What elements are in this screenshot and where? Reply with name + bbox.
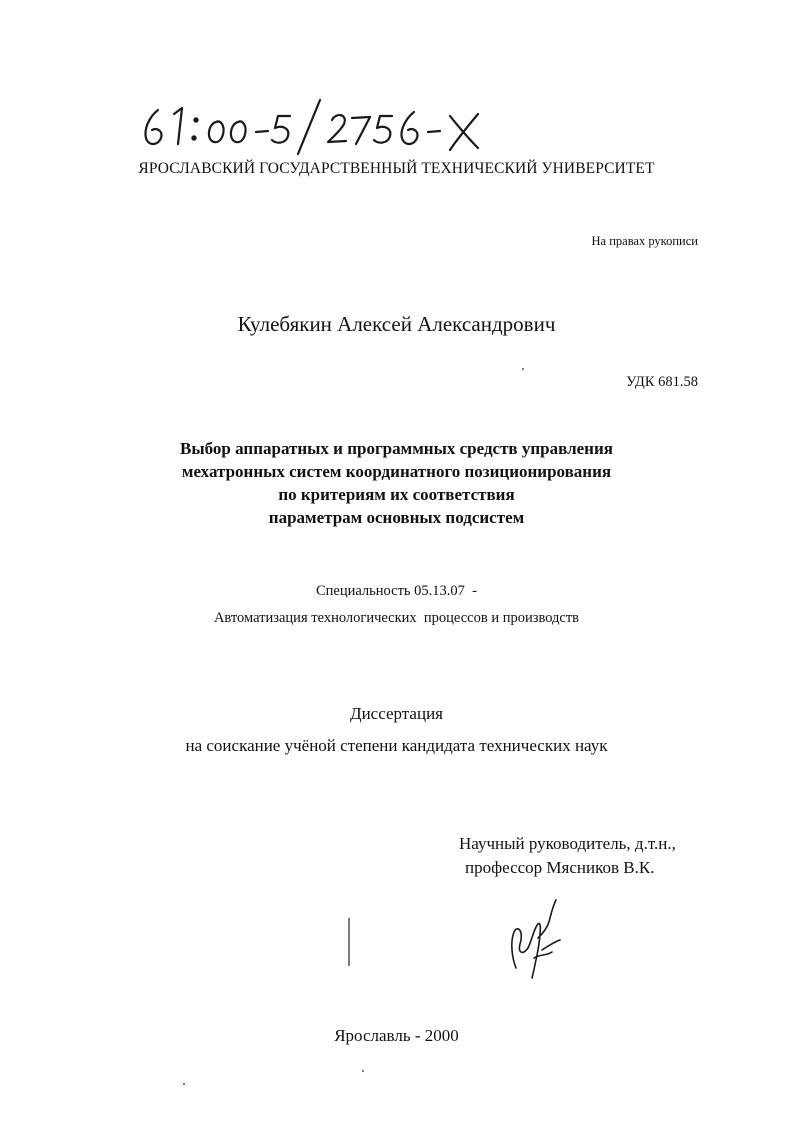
university-name: ЯРОСЛАВСКИЙ ГОСУДАРСТВЕННЫЙ ТЕХНИЧЕСКИЙ УНИВЕРСИТЕТ xyxy=(138,160,655,177)
title-line: параметрам основных подсистем xyxy=(268,508,525,527)
manuscript-rights-note: На правах рукописи xyxy=(591,234,698,248)
handwritten-archive-code xyxy=(138,92,488,158)
scan-speck xyxy=(522,368,524,370)
title-line: мехатронных систем координатного позиционирования xyxy=(181,462,612,481)
scan-speck xyxy=(183,1083,185,1085)
title-line: по критериям их соответствия xyxy=(278,485,515,504)
margin-mark xyxy=(347,918,351,966)
scan-speck xyxy=(362,1070,364,1072)
title-line: Выбор аппаратных и программных средств управления xyxy=(180,439,613,458)
city-year: Ярославль - 2000 xyxy=(334,1026,459,1045)
supervisor-name: профессор Мясников В.К. xyxy=(465,858,655,877)
dissertation-title xyxy=(0,437,793,529)
specialty-name: Автоматизация технологических процессов и производств xyxy=(213,610,580,626)
udc-code: УДК 681.58 xyxy=(626,374,698,390)
supervisor-block xyxy=(459,832,676,880)
signature xyxy=(498,898,568,982)
specialty-code: Специальность 05.13.07 - xyxy=(315,583,477,599)
supervisor-title: Научный руководитель, д.т.н., xyxy=(459,834,676,853)
author-name: Кулебякин Алексей Александрович xyxy=(237,312,556,336)
document-type: Диссертация xyxy=(349,704,443,723)
degree-statement: на соискание учёной степени кандидата технических наук xyxy=(185,736,608,755)
